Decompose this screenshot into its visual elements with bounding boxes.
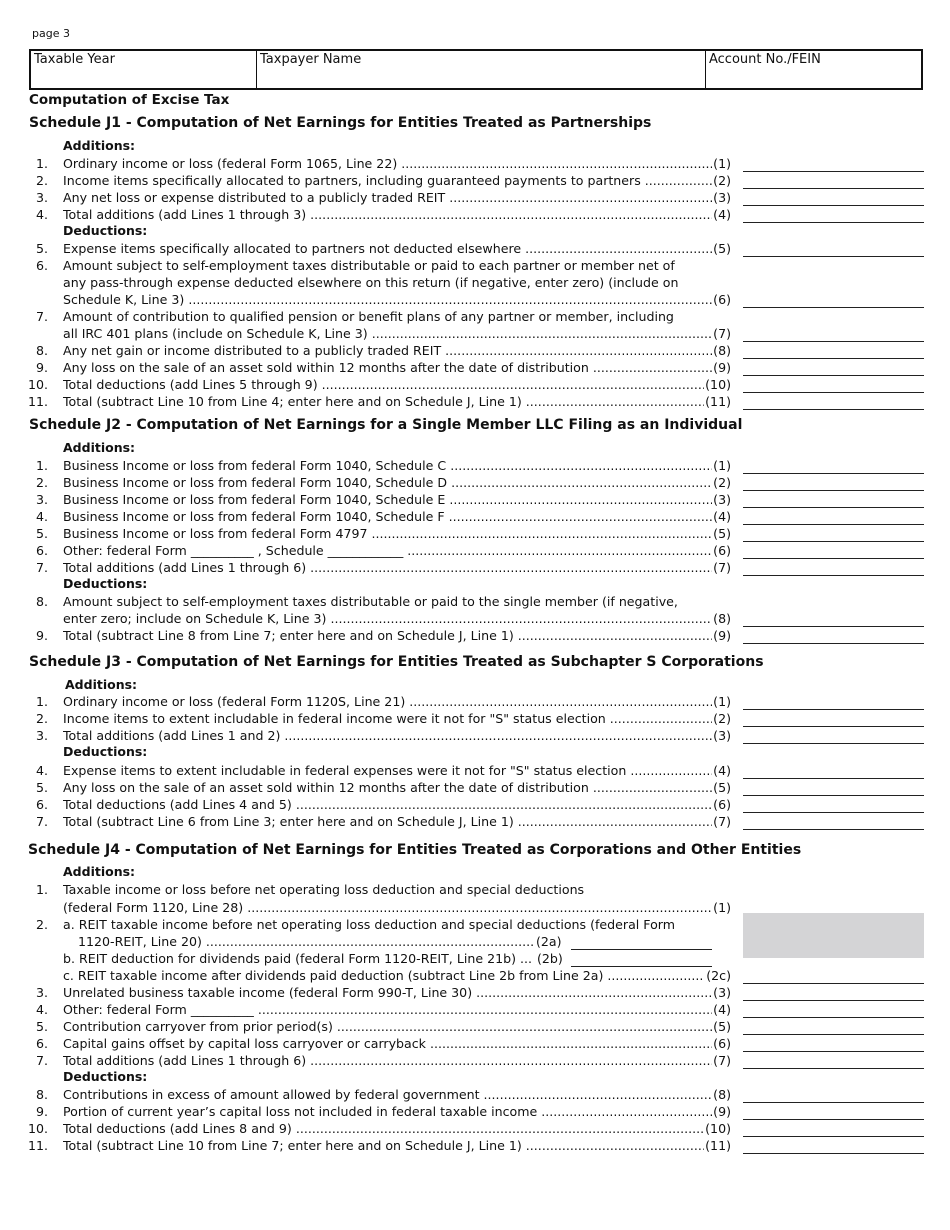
j1-line-11-field[interactable] bbox=[743, 395, 924, 410]
j4-line-8 bbox=[0, 1086, 950, 1103]
j3-line-5-field[interactable] bbox=[743, 781, 924, 796]
taxable-year-label: Taxable Year bbox=[34, 52, 115, 67]
line-text: Unrelated business taxable income (federal Form 990-T, Line 30) ..... bbox=[63, 984, 731, 1001]
j3-line-6 bbox=[0, 796, 950, 813]
line-text: Contributions in excess of amount allowed by federal government ..... bbox=[63, 1086, 731, 1103]
j2-deductions-heading: Deductions: bbox=[63, 576, 148, 591]
line-number: 3. bbox=[35, 190, 48, 205]
line-code: (3) bbox=[713, 492, 731, 507]
j2-line-8-part-a bbox=[0, 593, 950, 610]
line-code: (7) bbox=[713, 326, 731, 341]
line-number: 4. bbox=[35, 207, 48, 222]
line-text: Income items to extent includable in federal income were it not for "S" status election ..... bbox=[63, 710, 731, 727]
line-code: (7) bbox=[713, 814, 731, 829]
line-number: 9. bbox=[35, 1104, 48, 1119]
line-text: (federal Form 1120, Line 28) ..... bbox=[63, 899, 731, 916]
j1-line-3-field[interactable] bbox=[743, 191, 924, 206]
line-text: Total additions (add Lines 1 through 3) ..... bbox=[63, 206, 731, 223]
j4-line-9 bbox=[0, 1103, 950, 1120]
line-text: Expense items to extent includable in federal expenses were it not for "S" status election ..... bbox=[63, 762, 731, 779]
line-text: Any net gain or income distributed to a publicly traded REIT ..... bbox=[63, 342, 731, 359]
line-text: Business Income or loss from federal Form 1040, Schedule E ..... bbox=[63, 491, 731, 508]
line-text: all IRC 401 plans (include on Schedule K, Line 3) ..... bbox=[63, 325, 731, 342]
line-code: (9) bbox=[713, 628, 731, 643]
j2-line-2-field[interactable] bbox=[743, 476, 924, 491]
line-text: Total (subtract Line 10 from Line 7; enter here and on Schedule J, Line 1) ..... bbox=[63, 1137, 731, 1154]
j1-additions-heading: Additions: bbox=[63, 138, 136, 153]
j1-deductions-heading: Deductions: bbox=[63, 223, 148, 238]
j2-line-6-field[interactable] bbox=[743, 544, 924, 559]
line-text: Total (subtract Line 8 from Line 7; enter here and on Schedule J, Line 1) ..... bbox=[63, 627, 731, 644]
line-text: c. REIT taxable income after dividends paid deduction (subtract Line 2b from Line 2a) ..... bbox=[63, 967, 703, 984]
line-number: 2. bbox=[35, 711, 48, 726]
j1-line-4-field[interactable] bbox=[743, 208, 924, 223]
j2-line-3 bbox=[0, 491, 950, 508]
line-code: (5) bbox=[713, 1019, 731, 1034]
line-text: Total additions (add Lines 1 through 6) ..... bbox=[63, 1052, 731, 1069]
j2-additions-heading: Additions: bbox=[63, 440, 136, 455]
j3-line-1 bbox=[0, 693, 950, 710]
j2-line-6 bbox=[0, 542, 950, 559]
j1-line-7 bbox=[0, 325, 950, 342]
j3-line-3-field[interactable] bbox=[743, 729, 924, 744]
line-number: 9. bbox=[35, 628, 48, 643]
line-number: 4. bbox=[35, 763, 48, 778]
line-number: 6. bbox=[35, 797, 48, 812]
line-code: (1) bbox=[713, 156, 731, 171]
j2-line-5-field[interactable] bbox=[743, 527, 924, 542]
j4-line-2b-field[interactable] bbox=[571, 952, 712, 967]
line-code: (3) bbox=[713, 190, 731, 205]
line-text: Any loss on the sale of an asset sold within 12 months after the date of distribution ..... bbox=[63, 779, 731, 796]
line-code: (6) bbox=[713, 543, 731, 558]
line-text: Taxable income or loss before net operating loss deduction and special deductions bbox=[63, 882, 585, 897]
line-text: Total deductions (add Lines 8 and 9) ..... bbox=[63, 1120, 731, 1137]
j2-line-1 bbox=[0, 457, 950, 474]
line-number: 4. bbox=[35, 1002, 48, 1017]
line-number: 7. bbox=[35, 560, 48, 575]
j4-line-10 bbox=[0, 1120, 950, 1137]
line-code: (1) bbox=[713, 900, 731, 915]
schedule-j3-title: Schedule J3 - Computation of Net Earnings for Entities Treated as Subchapter S Corporations bbox=[29, 654, 764, 670]
line-text: Expense items specifically allocated to partners not deducted elsewhere ..... bbox=[63, 240, 731, 257]
j4-line-11 bbox=[0, 1137, 950, 1154]
line-number: 10. bbox=[27, 377, 48, 392]
line-code: (1) bbox=[713, 694, 731, 709]
line-number: 7. bbox=[35, 309, 48, 324]
j4-line-2a bbox=[0, 933, 950, 950]
j2-line-1-field[interactable] bbox=[743, 459, 924, 474]
j1-line-1-field[interactable] bbox=[743, 157, 924, 172]
line-code: (8) bbox=[713, 343, 731, 358]
j4-deductions-heading: Deductions: bbox=[63, 1069, 148, 1084]
j2-line-3-field[interactable] bbox=[743, 493, 924, 508]
line-text: Business Income or loss from federal Form 1040, Schedule C ..... bbox=[63, 457, 731, 474]
j4-line-5-field[interactable] bbox=[743, 1020, 924, 1035]
line-code: (4) bbox=[713, 207, 731, 222]
line-text: Schedule K, Line 3) ..... bbox=[63, 291, 731, 308]
computation-title: Computation of Excise Tax bbox=[29, 92, 230, 108]
j4-line-2c-field[interactable] bbox=[743, 969, 924, 984]
schedule-j1-title: Schedule J1 - Computation of Net Earnings for Entities Treated as Partnerships bbox=[29, 115, 652, 131]
line-number: 8. bbox=[35, 343, 48, 358]
line-text: Total additions (add Lines 1 through 6) ..... bbox=[63, 559, 731, 576]
line-number: 10. bbox=[27, 1121, 48, 1136]
j1-line-5 bbox=[0, 240, 950, 257]
line-text: Total additions (add Lines 1 and 2) ..... bbox=[63, 727, 731, 744]
j4-line-10-field[interactable] bbox=[743, 1122, 924, 1137]
j3-line-2-field[interactable] bbox=[743, 712, 924, 727]
line-text: Other: federal Form __________ ..... bbox=[63, 1001, 731, 1018]
line-code: (7) bbox=[713, 1053, 731, 1068]
line-number: 3. bbox=[35, 985, 48, 1000]
line-code: (8) bbox=[713, 1087, 731, 1102]
taxpayer-name-label: Taxpayer Name bbox=[260, 52, 362, 67]
line-number: 8. bbox=[35, 1087, 48, 1102]
line-number: 5. bbox=[35, 1019, 48, 1034]
j3-line-1-field[interactable] bbox=[743, 695, 924, 710]
j1-line-6-part-b bbox=[0, 274, 950, 291]
j1-line-4 bbox=[0, 206, 950, 223]
j3-line-7 bbox=[0, 813, 950, 830]
line-code: (7) bbox=[713, 560, 731, 575]
line-code: (8) bbox=[713, 611, 731, 626]
line-text: 1120-REIT, Line 20) ..... bbox=[78, 933, 534, 950]
line-text: Ordinary income or loss (federal Form 1065, Line 22) ..... bbox=[63, 155, 731, 172]
line-number: 1. bbox=[35, 156, 48, 171]
j4-line-4-field[interactable] bbox=[743, 1003, 924, 1018]
j2-line-4 bbox=[0, 508, 950, 525]
line-code: (10) bbox=[705, 377, 731, 392]
line-number: 2. bbox=[35, 475, 48, 490]
j1-line-1 bbox=[0, 155, 950, 172]
line-text: Amount subject to self-employment taxes distributable or paid to each partner or member net of bbox=[63, 258, 675, 273]
line-text: enter zero; include on Schedule K, Line 3) ..... bbox=[63, 610, 731, 627]
line-text: Portion of current year’s capital loss not included in federal taxable income ..... bbox=[63, 1103, 731, 1120]
taxpayer-header-table bbox=[29, 49, 923, 90]
line-number: 2. bbox=[35, 173, 48, 188]
line-text: Ordinary income or loss (federal Form 1120S, Line 21) ..... bbox=[63, 693, 731, 710]
line-text: a. REIT taxable income before net operating loss deduction and special deductions (federal Form bbox=[63, 917, 676, 932]
line-text: Any net loss or expense distributed to a publicly traded REIT ..... bbox=[63, 189, 731, 206]
line-code: (5) bbox=[713, 780, 731, 795]
line-code: (2b) bbox=[537, 951, 563, 966]
line-text: Business Income or loss from federal Form 4797 ..... bbox=[63, 525, 731, 542]
j4-line-6 bbox=[0, 1035, 950, 1052]
j2-line-9-field[interactable] bbox=[743, 629, 924, 644]
j1-line-9 bbox=[0, 359, 950, 376]
line-code: (1) bbox=[713, 458, 731, 473]
line-text: Amount of contribution to qualified pension or benefit plans of any partner or member, including bbox=[63, 309, 674, 324]
j4-line-2c bbox=[0, 967, 950, 984]
j1-line-8 bbox=[0, 342, 950, 359]
j1-line-2-field[interactable] bbox=[743, 174, 924, 189]
line-code: (6) bbox=[713, 797, 731, 812]
j1-line-6 bbox=[0, 291, 950, 308]
j2-line-8-field[interactable] bbox=[743, 612, 924, 627]
line-text: Contribution carryover from prior period(s) ..... bbox=[63, 1018, 731, 1035]
line-number: 5. bbox=[35, 241, 48, 256]
j3-line-2 bbox=[0, 710, 950, 727]
line-code: (6) bbox=[713, 292, 731, 307]
line-number: 6. bbox=[35, 1036, 48, 1051]
j2-line-7 bbox=[0, 559, 950, 576]
line-number: 3. bbox=[35, 728, 48, 743]
j3-line-6-field[interactable] bbox=[743, 798, 924, 813]
schedule-j2-title: Schedule J2 - Computation of Net Earnings for a Single Member LLC Filing as an Individual bbox=[29, 417, 743, 433]
line-number: 1. bbox=[35, 882, 48, 897]
line-code: (3) bbox=[713, 985, 731, 1000]
line-number: 9. bbox=[35, 360, 48, 375]
line-code: (10) bbox=[705, 1121, 731, 1136]
line-code: (4) bbox=[713, 509, 731, 524]
line-text: any pass-through expense deducted elsewhere on this return (if negative, enter zero) (include on bbox=[63, 275, 679, 290]
line-code: (2c) bbox=[706, 968, 731, 983]
line-text: Total (subtract Line 10 from Line 4; enter here and on Schedule J, Line 1) ..... bbox=[63, 393, 731, 410]
line-number: 5. bbox=[35, 780, 48, 795]
j1-line-2 bbox=[0, 172, 950, 189]
taxable-year-cell bbox=[31, 51, 257, 88]
line-text: b. REIT deduction for dividends paid (federal Form 1120-REIT, Line 21b) ..... bbox=[63, 950, 533, 967]
j1-line-11 bbox=[0, 393, 950, 410]
line-number: 3. bbox=[35, 492, 48, 507]
line-code: (6) bbox=[713, 1036, 731, 1051]
j4-line-7-field[interactable] bbox=[743, 1054, 924, 1069]
line-number: 7. bbox=[35, 814, 48, 829]
line-text: Capital gains offset by capital loss carryover or carryback ..... bbox=[63, 1035, 731, 1052]
j1-line-3 bbox=[0, 189, 950, 206]
j4-line-5 bbox=[0, 1018, 950, 1035]
j3-line-3 bbox=[0, 727, 950, 744]
j2-line-8 bbox=[0, 610, 950, 627]
line-number: 1. bbox=[35, 694, 48, 709]
line-number: 1. bbox=[35, 458, 48, 473]
j1-line-10-field[interactable] bbox=[743, 378, 924, 393]
line-code: (9) bbox=[713, 1104, 731, 1119]
j2-line-5 bbox=[0, 525, 950, 542]
taxpayer-name-cell bbox=[257, 51, 706, 88]
j1-line-8-field[interactable] bbox=[743, 344, 924, 359]
j4-line-8-field[interactable] bbox=[743, 1088, 924, 1103]
line-code: (11) bbox=[705, 1138, 731, 1153]
schedule-j4-title: Schedule J4 - Computation of Net Earnings for Entities Treated as Corporations and Other Entities bbox=[28, 842, 802, 858]
j2-line-2 bbox=[0, 474, 950, 491]
account-cell bbox=[706, 51, 921, 88]
line-text: Amount subject to self-employment taxes distributable or paid to the single member (if negative, bbox=[63, 594, 678, 609]
j4-line-7 bbox=[0, 1052, 950, 1069]
j1-line-6-field[interactable] bbox=[743, 293, 924, 308]
line-number: 11. bbox=[27, 394, 48, 409]
j3-line-4 bbox=[0, 762, 950, 779]
j1-line-7-part-a bbox=[0, 308, 950, 325]
j4-line-4 bbox=[0, 1001, 950, 1018]
line-code: (2) bbox=[713, 173, 731, 188]
line-number: 2. bbox=[35, 917, 48, 932]
taxpayer-name-field[interactable] bbox=[260, 68, 702, 82]
j4-line-6-field[interactable] bbox=[743, 1037, 924, 1052]
j1-line-6-part-a bbox=[0, 257, 950, 274]
j3-line-4-field[interactable] bbox=[743, 764, 924, 779]
line-number: 4. bbox=[35, 509, 48, 524]
line-text: Business Income or loss from federal Form 1040, Schedule D ..... bbox=[63, 474, 731, 491]
line-code: (2) bbox=[713, 711, 731, 726]
j3-line-7-field[interactable] bbox=[743, 815, 924, 830]
line-text: Any loss on the sale of an asset sold within 12 months after the date of distribution ..... bbox=[63, 359, 731, 376]
line-text: Total deductions (add Lines 4 and 5) ..... bbox=[63, 796, 731, 813]
j1-line-9-field[interactable] bbox=[743, 361, 924, 376]
line-code: (11) bbox=[705, 394, 731, 409]
line-code: (2a) bbox=[536, 934, 562, 949]
line-code: (5) bbox=[713, 241, 731, 256]
taxable-year-field[interactable] bbox=[34, 68, 253, 82]
line-text: Income items specifically allocated to partners, including guaranteed payments to partners ..... bbox=[63, 172, 731, 189]
line-text: Total (subtract Line 6 from Line 3; enter here and on Schedule J, Line 1) ..... bbox=[63, 813, 731, 830]
j1-line-7-field[interactable] bbox=[743, 327, 924, 342]
j4-line-9-field[interactable] bbox=[743, 1105, 924, 1120]
line-number: 5. bbox=[35, 526, 48, 541]
account-label: Account No./FEIN bbox=[709, 52, 821, 67]
j4-line-1-part-a bbox=[0, 881, 950, 898]
line-number: 11. bbox=[27, 1138, 48, 1153]
j4-line-2a-part-a bbox=[0, 916, 950, 933]
j4-line-3-field[interactable] bbox=[743, 986, 924, 1001]
j3-additions-heading: Additions: bbox=[65, 677, 138, 692]
line-text: Total deductions (add Lines 5 through 9) ..... bbox=[63, 376, 731, 393]
j2-line-4-field[interactable] bbox=[743, 510, 924, 525]
j4-line-3 bbox=[0, 984, 950, 1001]
line-number: 8. bbox=[35, 594, 48, 609]
line-number: 6. bbox=[35, 543, 48, 558]
line-code: (3) bbox=[713, 728, 731, 743]
j1-line-10 bbox=[0, 376, 950, 393]
line-code: (9) bbox=[713, 360, 731, 375]
j3-deductions-heading: Deductions: bbox=[63, 744, 148, 759]
j2-line-9 bbox=[0, 627, 950, 644]
j4-line-11-field[interactable] bbox=[743, 1139, 924, 1154]
line-code: (4) bbox=[713, 763, 731, 778]
j4-additions-heading: Additions: bbox=[63, 864, 136, 879]
line-code: (5) bbox=[713, 526, 731, 541]
j3-line-5 bbox=[0, 779, 950, 796]
line-code: (2) bbox=[713, 475, 731, 490]
line-code: (4) bbox=[713, 1002, 731, 1017]
line-text: Other: federal Form __________ , Schedule ____________ ..... bbox=[63, 542, 731, 559]
line-number: 6. bbox=[35, 258, 48, 273]
line-text: Business Income or loss from federal Form 1040, Schedule F ..... bbox=[63, 508, 731, 525]
j4-line-2a-field[interactable] bbox=[571, 935, 712, 950]
j4-line-2b bbox=[0, 950, 950, 967]
j2-line-7-field[interactable] bbox=[743, 561, 924, 576]
page-number: page 3 bbox=[32, 27, 70, 40]
j1-line-5-field[interactable] bbox=[743, 242, 924, 257]
line-number: 7. bbox=[35, 1053, 48, 1068]
account-field[interactable] bbox=[709, 68, 918, 82]
